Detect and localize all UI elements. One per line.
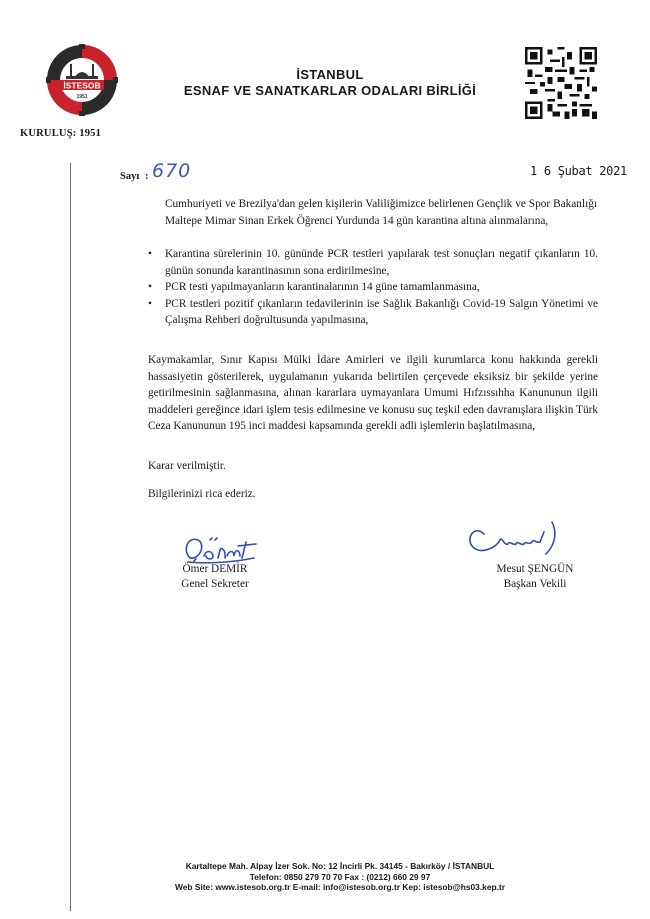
footer-web: Web Site: www.istesob.org.tr E-mail: info@istesob.org.tr Kep: istesob@hs03.kep.tr <box>175 882 505 892</box>
list-item-text: PCR testi yapılmayanların karantinalarının 14 güne tamamlanmasına, <box>165 281 480 293</box>
document-date: 1 6 Şubat 2021 <box>530 164 627 178</box>
footer-contact <box>90 861 590 893</box>
list-item-text: PCR testleri pozitif çıkanların tedavilerinin ise Sağlık Bakanlığı Covid-19 Salgın Yönetimi ve Çalışma Rehberi doğrultusunda yapılmasına, <box>165 297 598 326</box>
logo-year: 1951 <box>76 94 88 100</box>
signature-right <box>462 512 572 562</box>
qr-code-icon <box>525 47 597 119</box>
org-title-line2: ESNAF VE SANATKARLAR ODALARI BİRLİĞİ <box>183 83 477 98</box>
org-title-line1: İSTANBUL <box>296 67 364 82</box>
logo-text: İSTESOB <box>63 80 101 91</box>
organization-title <box>170 67 490 99</box>
bullet-icon: • <box>148 248 152 260</box>
bullet-icon: • <box>148 297 152 310</box>
signatory-left-name: Ömer DEMİR <box>182 563 248 575</box>
signatory-right-title: Başkan Vekili <box>503 577 567 590</box>
sayi-colon: : <box>145 171 149 182</box>
signatory-right-name: Mesut ŞENGÜN <box>496 563 574 575</box>
bullet-icon: • <box>148 281 152 293</box>
footer-address: Kartaltepe Mah. Alpay İzer Sok. No: 12 İncirli Pk. 34145 - Bakırköy / İSTANBUL <box>185 861 495 871</box>
closing-statement: Bilgilerinizi rica ederiz. <box>148 488 256 500</box>
list-item <box>148 246 598 279</box>
sayi-number: 670 <box>152 160 192 182</box>
founded-label: KURULUŞ: 1951 <box>20 128 102 139</box>
signatory-left <box>150 562 280 591</box>
signatory-right <box>470 562 600 591</box>
signatory-left-title: Genel Sekreter <box>181 577 249 590</box>
decision-list <box>148 246 598 329</box>
decision-statement: Karar verilmiştir. <box>148 460 226 472</box>
istesob-logo <box>46 44 118 116</box>
main-paragraph: Kaymakamlar, Sınır Kapısı Mülki İdare Amirleri ve ilgili kurumlarca konu hakkında gerekli hassasiyetin gösterilerek, uygulamanın yukarıda belirtilen çerçevede eksiksiz bir şekilde yerine getirilmesinin sağlanmasına, alınan kararlara uymayanlara Umumi Hıfzıssıhha Kanununun ilgili maddeleri gereğince idari işlem tesis edilmesine ve konusu suç teşkil eden davranışlara ilişkin Türk Ceza Kanununun 195 inci maddesi kapsamında gerekli adli işlemlerin başlatılmasına, <box>148 354 598 432</box>
list-item-text: Karantina sürelerinin 10. gününde PCR testleri yapılarak test sonuçları negatif çıkanların 10. günün sonunda karantinasının sona erdirilmesine, <box>165 248 598 277</box>
list-item <box>148 296 598 329</box>
sayi-label: Sayı <box>120 171 140 182</box>
list-item <box>148 279 598 296</box>
margin-rule <box>70 163 71 911</box>
footer-phone: Telefon: 0850 279 70 70 Fax : (0212) 660 29 97 <box>249 871 431 882</box>
intro-paragraph: Cumhuriyeti ve Brezilya'dan gelen kişilerin Valiliğimizce belirlenen Gençlik ve Spor Bakanlığı Maltepe Mimar Sinan Erkek Öğrenci Yurdunda 14 gün karantina altına alınmalarına, <box>165 198 597 227</box>
